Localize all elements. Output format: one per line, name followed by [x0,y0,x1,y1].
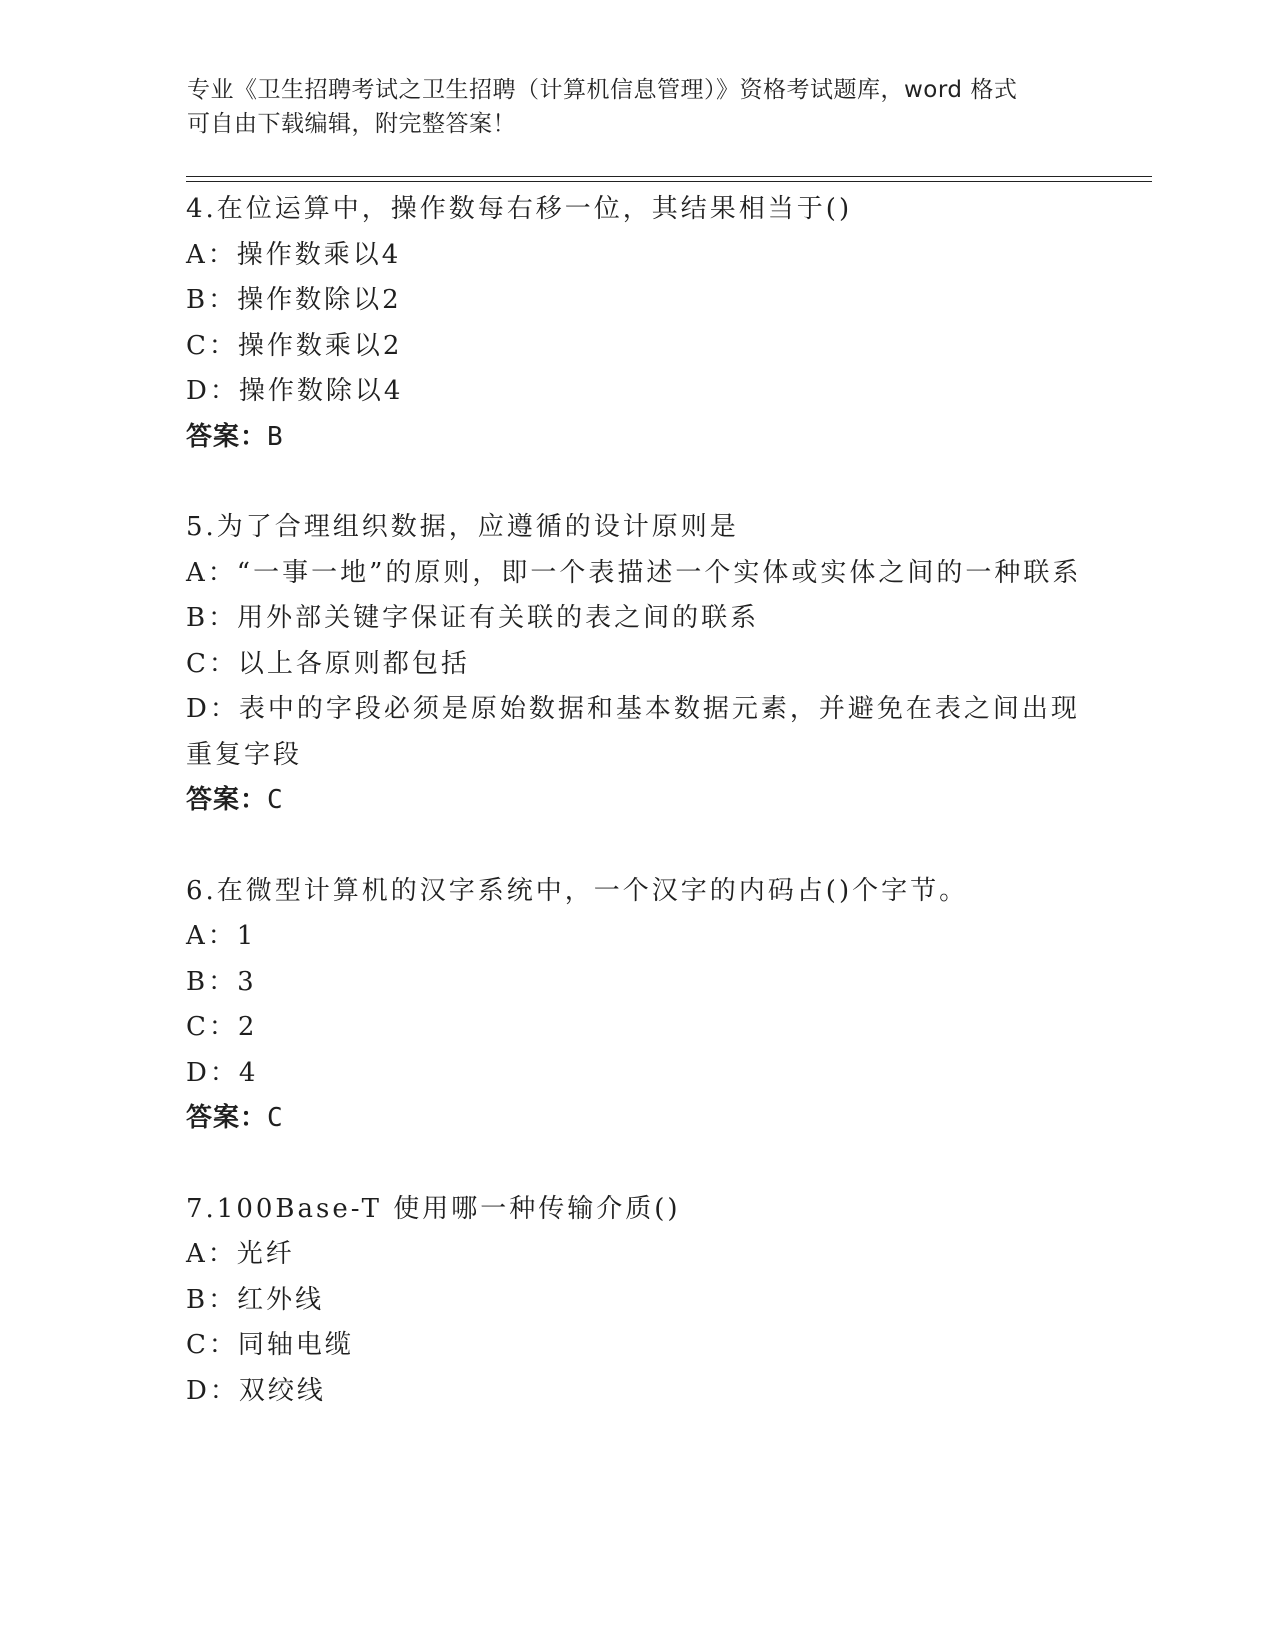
answer [186,415,1086,461]
question-stem: 6.在微型计算机的汉字系统中，一个汉字的内码占()个字节。 [186,875,969,906]
header-line-1: 专业《卫生招聘考试之卫生招聘（计算机信息管理）》资格考试题库，word 格式 [187,77,1018,103]
question-6 [186,869,1086,1142]
answer [186,1096,1086,1142]
option-d: D：操作数除以4 [186,376,404,406]
option-a: A：操作数乘以4 [186,239,402,270]
option-c: C：2 [186,1012,258,1042]
option-c: C：以上各原则都包括 [186,648,470,679]
question-4 [186,187,1086,460]
option-b: B：3 [186,966,257,997]
option-a: A：1 [186,921,257,951]
question-stem: 5.为了合理组织数据，应遵循的设计原则是 [186,512,739,542]
answer-label: 答案： [186,785,268,815]
question-7 [186,1187,1086,1415]
option-a: A：“一事一地”的原则，即一个表描述一个实体或实体之间的一种联系 [186,557,1082,588]
question-stem: 4.在位运算中，操作数每右移一位，其结果相当于() [186,194,853,224]
option-a: A：光纤 [186,1239,295,1269]
option-d: D：4 [186,1057,259,1088]
header-divider-bottom [186,181,1152,182]
document-header [187,73,1067,141]
question-list [186,187,1086,1459]
answer-value: B [267,421,284,452]
option-d: D：表中的字段必须是原始数据和基本数据元素，并避免在表之间出现重复字段 [186,694,1080,770]
option-c: C：操作数乘以2 [186,330,403,361]
option-b: B：用外部关键字保证有关联的表之间的联系 [186,603,760,633]
option-d: D：双绞线 [186,1375,326,1406]
question-stem: 7.100Base-T 使用哪一种传输介质() [186,1193,681,1224]
answer-value: C [267,1103,284,1133]
answer-label: 答案： [186,421,268,452]
answer-label: 答案： [186,1103,268,1133]
header-line-2: 可自由下载编辑，附完整答案！ [187,111,516,137]
answer [186,778,1086,824]
answer-value: C [267,785,284,815]
option-c: C：同轴电缆 [186,1330,354,1360]
option-b: B：操作数除以2 [186,285,402,315]
option-b: B：红外线 [186,1284,325,1315]
question-5 [186,505,1086,824]
header-divider-top [186,176,1152,177]
